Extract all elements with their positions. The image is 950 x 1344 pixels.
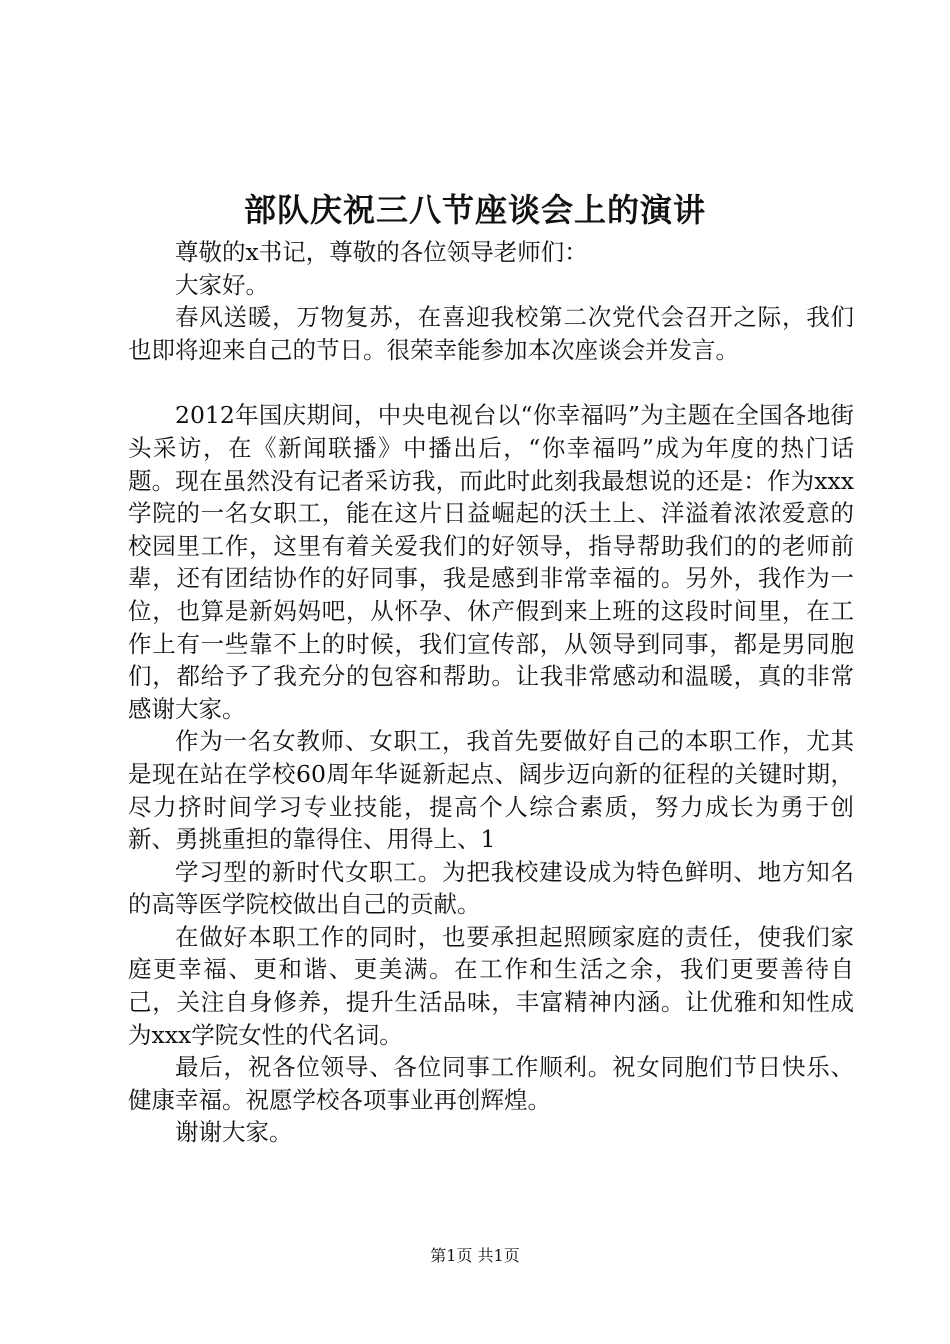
page-footer: 第1页 共1页 xyxy=(430,1246,520,1265)
paragraph-contribution: 学习型的新时代女职工。为把我校建设成为特色鲜明、地方知名的高等医学院校做出自己的贡献。 xyxy=(128,857,854,919)
paragraph-greeting: 大家好。 xyxy=(175,270,269,299)
document-title: 部队庆祝三八节座谈会上的演讲 xyxy=(243,191,706,229)
paragraph-duty: 作为一名女教师、女职工，我首先要做好自己的本职工作，尤其是现在站在学校60周年华诞新起点、阔步迈向新的征程的关键时期，尽力挤时间学习专业技能，提高个人综合素质，努力成长为勇于创新、勇挑重担的靠得住、用得上、1 xyxy=(128,727,854,854)
paragraph-opening: 春风送暖，万物复苏，在喜迎我校第二次党代会召开之际，我们也即将迎来自己的节日。很荣幸能参加本次座谈会并发言。 xyxy=(128,303,854,364)
paragraph-happiness: 2012年国庆期间，中央电视台以“你幸福吗”为主题在全国各地街头采访，在《新闻联播》中播出后，“你幸福吗”成为年度的热门话题。现在虽然没有记者采访我，而此时此刻我最想说的还是：作为xxx学院的一名女职工，能在这片日益崛起的沃土上、洋溢着浓浓爱意的校园里工作，这里有着关爱我们的好领导，指导帮助我们的的老师前辈，还有团结协作的好同事，我是感到非常幸福的。另外，我作为一位，也算是新妈妈吧，从怀孕、休产假到来上班的这段时间里，在工作上有一些靠不上的时候，我们宣传部，从领导到同事，都是男同胞们，都给予了我充分的包容和帮助。让我非常感动和温暖，真的非常感谢大家。 xyxy=(128,401,854,723)
document-body xyxy=(128,236,854,1149)
paragraph-thanks: 谢谢大家。 xyxy=(175,1118,293,1147)
paragraph-wishes: 最后，祝各位领导、各位同事工作顺利。祝女同胞们节日快乐、健康幸福。祝愿学校各项事业再创辉煌。 xyxy=(128,1053,854,1114)
paragraph-salutation: 尊敬的x书记，尊敬的各位领导老师们： xyxy=(175,238,588,266)
paragraph-family: 在做好本职工作的同时，也要承担起照顾家庭的责任，使我们家庭更幸福、更和谐、更美满。在工作和生活之余，我们更要善待自己，关注自身修养，提升生活品味，丰富精神内涵。让优雅和知性成为xxx学院女性的代名词。 xyxy=(128,922,854,1049)
